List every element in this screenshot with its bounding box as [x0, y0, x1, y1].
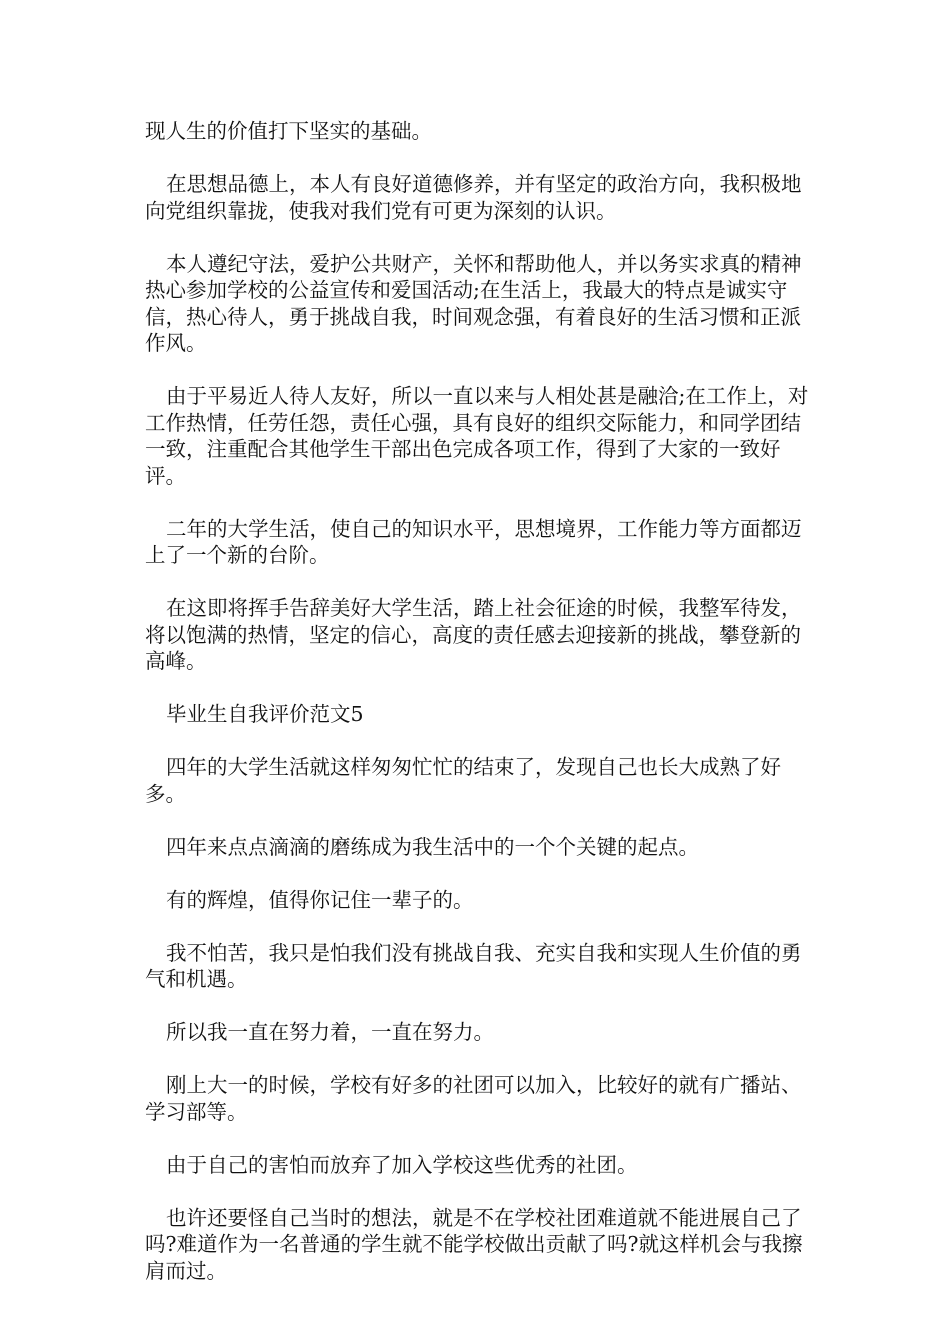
paragraph-1: 在思想品德上，本人有良好道德修养，并有坚定的政治方向，我积极地向党组织靠拢，使我对我们党有可更为深刻的认识。: [145, 172, 802, 223]
paragraph-14: 也许还要怪自己当时的想法，就是不在学校社团难道就不能进展自己了吗?难道作为一名普通的学生就不能学校做出贡献了吗?就这样机会与我擦肩而过。: [145, 1205, 803, 1283]
paragraph-10: 我不怕苦，我只是怕我们没有挑战自我、充实自我和实现人生价值的勇气和机遇。: [145, 940, 802, 991]
paragraph-7: 四年的大学生活就这样匆匆忙忙的结束了，发现自己也长大成熟了好多。: [145, 755, 781, 806]
paragraph-13: 由于自己的害怕而放弃了加入学校这些优秀的社团。: [166, 1152, 638, 1177]
paragraph-11: 所以我一直在努力着，一直在努力。: [166, 1020, 494, 1044]
paragraph-4: 二年的大学生活，使自己的知识水平，思想境界，工作能力等方面都迈上了一个新的台阶。: [145, 516, 802, 567]
paragraph-0: 现人生的价值打下坚实的基础。: [145, 119, 432, 143]
section-heading: 毕业生自我评价范文5: [166, 702, 364, 726]
paragraph-12: 刚上大一的时候，学校有好多的社团可以加入，比较好的就有广播站、学习部等。: [145, 1073, 802, 1124]
paragraph-3: 由于平易近人待人友好，所以一直以来与人相处甚是融洽;在工作上，对工作热情，任劳任怨，责任心强，具有良好的组织交际能力，和同学团结一致，注重配合其他学生干部出色完成各项工作，得到了大家的一致好评。: [145, 384, 809, 488]
document-body: [145, 118, 810, 1311]
paragraph-5: 在这即将挥手告辞美好大学生活，踏上社会征途的时候，我整军待发，将以饱满的热情，坚定的信心，高度的责任感去迎接新的挑战，攀登新的高峰。: [145, 596, 802, 673]
paragraph-2: 本人遵纪守法，爱护公共财产，关怀和帮助他人，并以务实求真的精神热心参加学校的公益宣传和爱国活动;在生活上，我最大的特点是诚实守信，热心待人，勇于挑战自我，时间观念强，有着良好的生活习惯和正派作风。: [145, 251, 802, 355]
paragraph-8: 四年来点点滴滴的磨练成为我生活中的一个个关键的起点。: [166, 834, 699, 859]
paragraph-9: 有的辉煌，值得你记住一辈子的。: [166, 887, 474, 912]
